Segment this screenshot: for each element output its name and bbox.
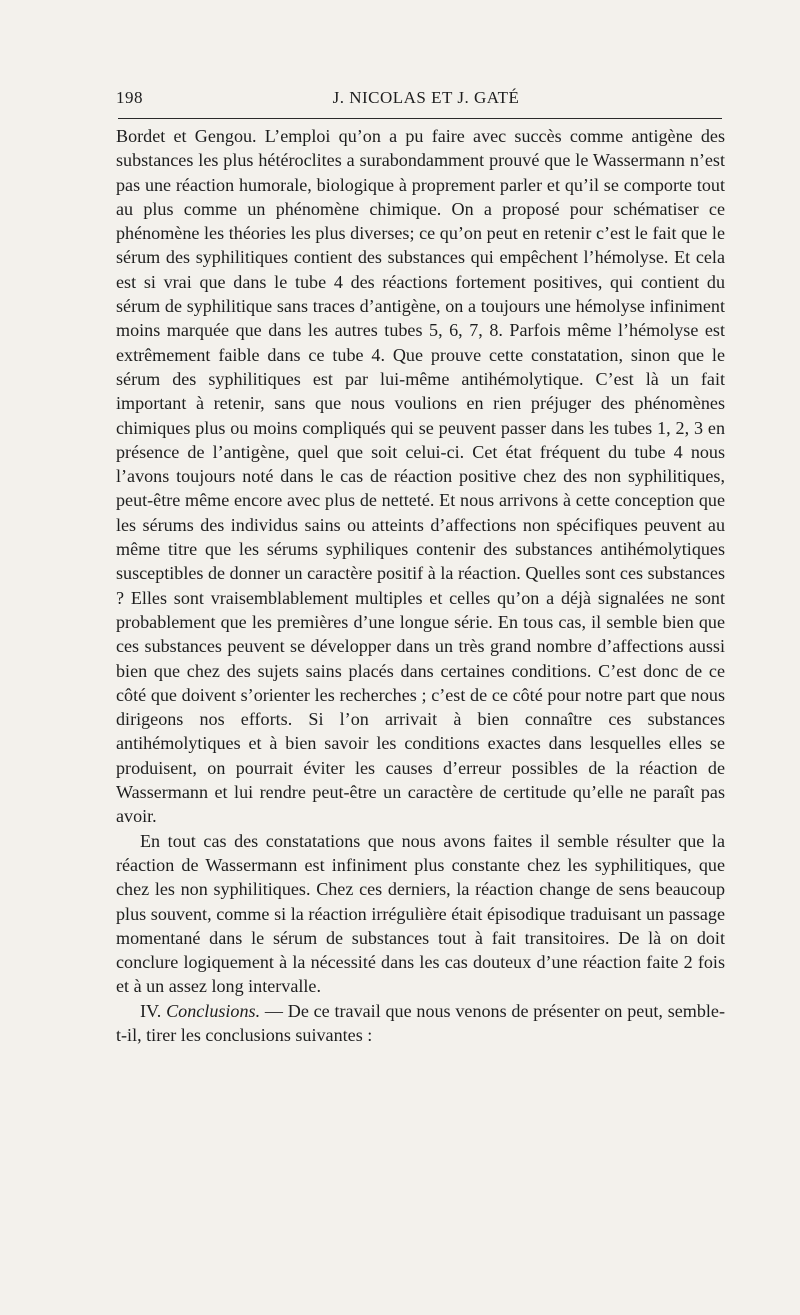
section-heading: Conclusions. bbox=[166, 1000, 261, 1021]
paragraph: Bordet et Gengou. L’emploi qu’on a pu faire avec succès comme antigène des substances les plus hétéroclites a surabondamment prouvé que le Wassermann n’est pas une réaction humorale, biologique à proprement parler et qu’il se comporte tout au plus comme un phénomène chimique. On a proposé pour schématiser ce phénomène les théories les plus diverses; ce qu’on peut en retenir c’est le fait que le sérum des syphilitiques contient des substances qui empêchent l’hémolyse. Et cela est si vrai que dans le tube 4 des réactions fortement positives, qui contient du sérum de syphilitique sans traces d’antigène, on a toujours une hémolyse infiniment moins marquée que dans les autres tubes 5, 6, 7, 8. Parfois même l’hémolyse est extrêmement faible dans ce tube 4. Que prouve cette constatation, sinon que le sérum des syphilitiques est par lui-même antihémolytique. C’est là un fait important à retenir, sans que nous voulions en rien préjuger des phénomènes chimiques plus ou moins compliqués qui se peuvent passer dans les tubes 1, 2, 3 en présence de l’antigène, quel que soit celui-ci. Cet état fréquent du tube 4 nous l’avons toujours noté dans le cas de réaction positive chez des non syphilitiques, peut-être même encore avec plus de netteté. Et nous arrivons à cette conception que les sérums des individus sains ou atteints d’affections non spécifiques peuvent au même titre que les sérums syphiliques contenir des substances antihémolytiques susceptibles de donner un caractère positif à la réaction. Quelles sont ces substances ? Elles sont vraisemblablement multiples et celles qu’on a déjà signalées ne sont probablement que les premières d’une longue série. En tous cas, il semble bien que ces substances peuvent se développer dans un très grand nombre d’affections aussi bien que chez des sujets sains placés dans certaines conditions. C’est donc de ce côté que doivent s’orienter les recherches ; c’est de ce côté pour notre part que nous dirigeons nos efforts. Si l’on arrivait à bien connaître ces substances antihémolytiques et à bien savoir les conditions exactes dans lesquelles elles se produisent, on pourrait éviter les causes d’erreur possibles de la réaction de Wassermann et lui rendre peut-être un caractère de certitude qu’elle ne paraît pas avoir. bbox=[116, 126, 725, 827]
paragraph-conclusions bbox=[116, 999, 725, 1048]
header-rule bbox=[118, 118, 722, 119]
paragraph-text: — De ce travail que nous venons de présenter on peut, semble-t-il, tirer les conclusions suivantes : bbox=[116, 1000, 725, 1045]
running-title: J. NICOLAS ET J. GATÉ bbox=[332, 88, 520, 107]
section-numeral: IV. bbox=[140, 1000, 162, 1021]
body-text bbox=[116, 124, 725, 1047]
paragraph: En tout cas des constatations que nous avons faites il semble résulter que la réaction de Wassermann est infiniment plus constante chez les syphilitiques, que chez les non syphilitiques. Chez ces derniers, la réaction change de sens beaucoup plus souvent, comme si la réaction irrégulière était épisodique traduisant un passage momentané dans le sérum de substances tout à fait transitoires. De là on doit conclure logiquement à la nécessité dans les cas douteux d’une réaction faite 2 fois et à un assez long intervalle. bbox=[116, 830, 725, 997]
page-number: 198 bbox=[116, 88, 143, 107]
running-head bbox=[116, 88, 724, 112]
